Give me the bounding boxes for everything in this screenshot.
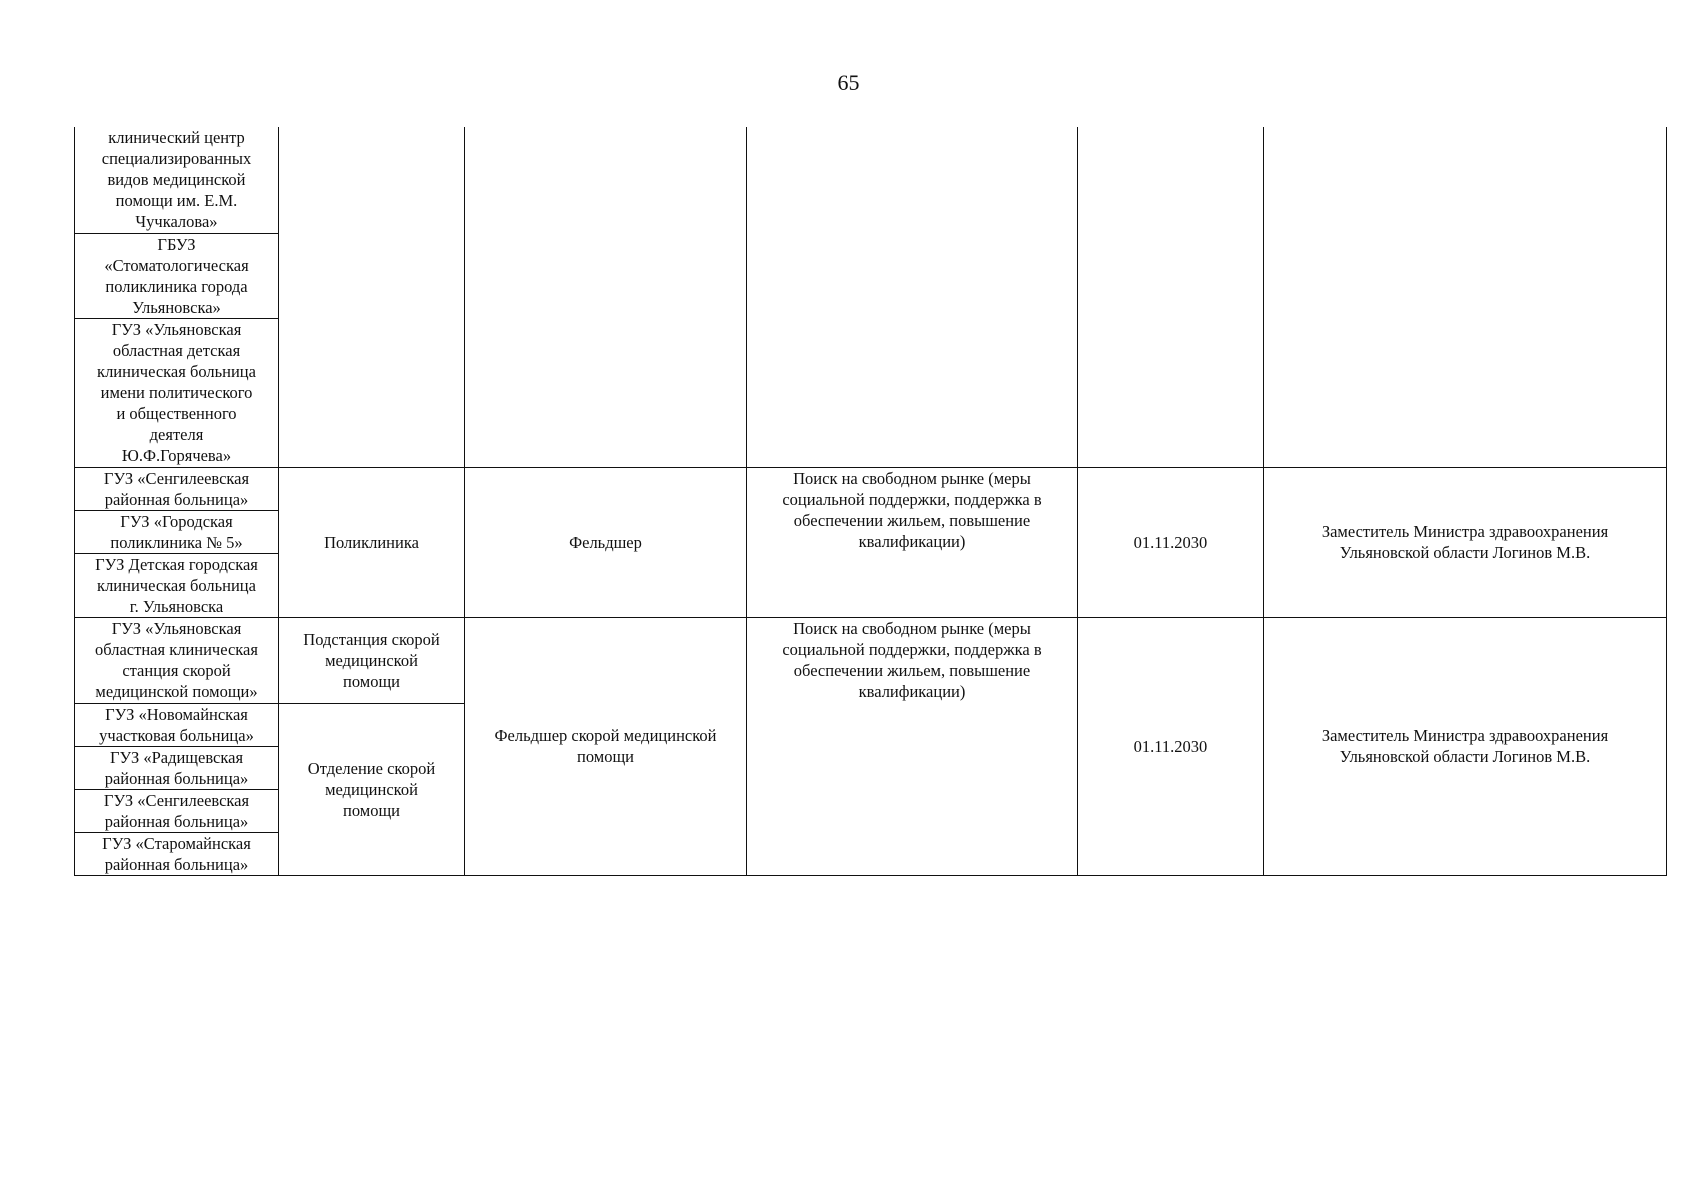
responsible-cell: Заместитель Министра здравоохранения Ульяновской области Логинов М.В. (1264, 467, 1667, 617)
measures-cell-empty (747, 127, 1078, 467)
org-cell: ГУЗ Детская городская клиническая больница г. Ульяновска (75, 553, 279, 617)
table-row (75, 467, 1667, 510)
org-cell: ГУЗ «Сенгилеевская районная больница» (75, 789, 279, 832)
position-cell: Фельдшер (465, 467, 747, 617)
org-cell: ГУЗ «Сенгилеевская районная больница» (75, 467, 279, 510)
measures-cell: Поиск на свободном рынке (меры социальной поддержки, поддержка в обеспечении жильем, повышение квалификации) (747, 467, 1078, 617)
date-cell: 01.11.2030 (1078, 617, 1264, 875)
measures-table (74, 127, 1667, 876)
position-cell: Фельдшер скорой медицинской помощи (465, 617, 747, 875)
org-cell: ГУЗ «Ульяновская областная клиническая станция скорой медицинской помощи» (75, 617, 279, 703)
page-number: 65 (837, 70, 860, 95)
date-cell: 01.11.2030 (1078, 467, 1264, 617)
measures-cell: Поиск на свободном рынке (меры социальной поддержки, поддержка в обеспечении жильем, повышение квалификации) (747, 617, 1078, 875)
position-cell-empty (465, 127, 747, 467)
org-cell: ГУЗ «Радищевская районная больница» (75, 746, 279, 789)
org-cell: ГУЗ «Старомайнская районная больница» (75, 832, 279, 875)
table-row (75, 617, 1667, 703)
org-cell: ГБУЗ «Стоматологическая поликлиника города Ульяновска» (75, 233, 279, 318)
org-cell: ГУЗ «Ульяновская областная детская клиническая больница имени политического и общественного деятеля Ю.Ф.Горячева» (75, 318, 279, 467)
unit-cell: Отделение скорой медицинской помощи (279, 703, 465, 875)
responsible-cell-empty (1264, 127, 1667, 467)
org-cell: клинический центр специализированных видов медицинской помощи им. Е.М. Чучкалова» (75, 127, 279, 233)
org-cell: ГУЗ «Городская поликлиника № 5» (75, 510, 279, 553)
unit-cell: Подстанция скорой медицинской помощи (279, 617, 465, 703)
unit-cell: Поликлиника (279, 467, 465, 617)
table-row (75, 127, 1667, 233)
unit-cell-empty (279, 127, 465, 467)
date-cell-empty (1078, 127, 1264, 467)
responsible-cell: Заместитель Министра здравоохранения Ульяновской области Логинов М.В. (1264, 617, 1667, 875)
org-cell: ГУЗ «Новомайнская участковая больница» (75, 703, 279, 746)
